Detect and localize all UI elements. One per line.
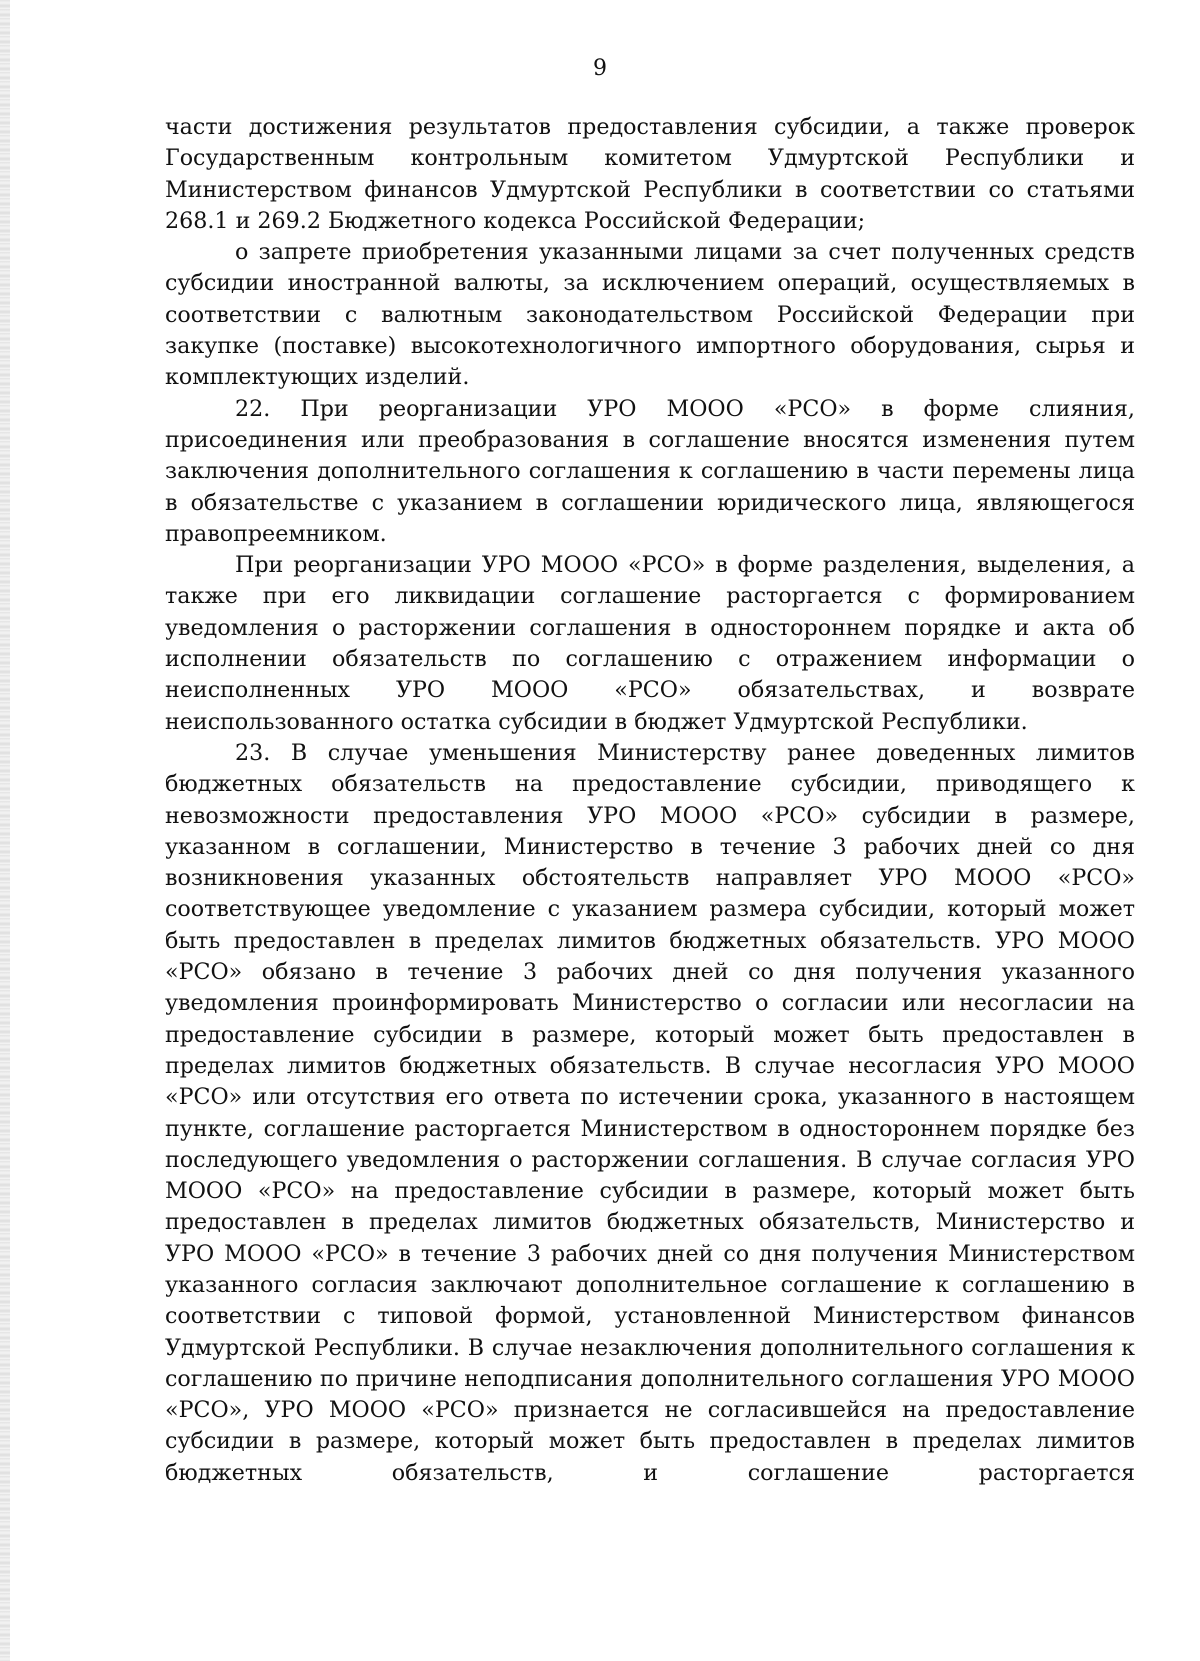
document-body (165, 112, 1135, 1489)
paragraph-reorganization-termination: При реорганизации УРО МООО «РСО» в форме разделения, выделения, а также при его ликвидации соглашение расторгается с формированием уведомления о расторжении соглашения в одностороннем порядке и акта об исполнении обязательств по соглашению с отражением информации о неисполненных УРО МООО «РСО» обязательствах, и возврате неиспользованного остатка субсидии в бюджет Удмуртской Республики. (165, 552, 1135, 735)
page-number: 9 (593, 56, 607, 81)
scan-edge-artifact (0, 0, 10, 1661)
paragraph-continuation: части достижения результатов предоставления субсидии, а также проверок Государственным контрольным комитетом Удмуртской Республики и Министерством финансов Удмуртской Республики в соответствии со статьями 268.1 и 269.2 Бюджетного кодекса Российской Федерации; (165, 114, 1135, 234)
paragraph-clause-23: 23. В случае уменьшения Министерству ранее доведенных лимитов бюджетных обязательств на предоставление субсидии, приводящего к невозможности предоставления УРО МООО «РСО» субсидии в размере, указанном в соглашении, Министерство в течение 3 рабочих дней со дня возникновения указанных обстоятельств направляет УРО МООО «РСО» соответствующее уведомление с указанием размера субсидии, который может быть предоставлен в пределах лимитов бюджетных обязательств. УРО МООО «РСО» обязано в течение 3 рабочих дней со дня получения указанного уведомления проинформировать Министерство о согласии или несогласии на предоставление субсидии в размере, который может быть предоставлен в пределах лимитов бюджетных обязательств. В случае несогласия УРО МООО «РСО» или отсутствия его ответа по истечении срока, указанного в настоящем пункте, соглашение расторгается Министерством в одностороннем порядке без последующего уведомления о расторжении соглашения. В случае согласия УРО МООО «РСО» на предоставление субсидии в размере, который может быть предоставлен в пределах лимитов бюджетных обязательств, Министерство и УРО МООО «РСО» в течение 3 рабочих дней со дня получения Министерством указанного согласия заключают дополнительное соглашение к соглашению в соответствии с типовой формой, установленной Министерством финансов Удмуртской Республики. В случае незаключения дополнительного соглашения к соглашению по причине неподписания дополнительного соглашения УРО МООО «РСО», УРО МООО «РСО» признается не согласившейся на предоставление субсидии в размере, который может быть предоставлен в пределах лимитов бюджетных обязательств, и соглашение расторгается (165, 739, 1135, 1486)
paragraph-currency-prohibition: о запрете приобретения указанными лицами за счет полученных средств субсидии иностранной валюты, за исключением операций, осуществляемых в соответствии с валютным законодательством Российской Федерации при закупке (поставке) высокотехнологичного импортного оборудования, сырья и комплектующих изделий. (165, 239, 1135, 391)
paragraph-clause-22: 22. При реорганизации УРО МООО «РСО» в форме слияния, присоединения или преобразования в соглашение вносятся изменения путем заключения дополнительного соглашения к соглашению в части перемены лица в обязательстве с указанием в соглашении юридического лица, являющегося правопреемником. (165, 395, 1135, 547)
